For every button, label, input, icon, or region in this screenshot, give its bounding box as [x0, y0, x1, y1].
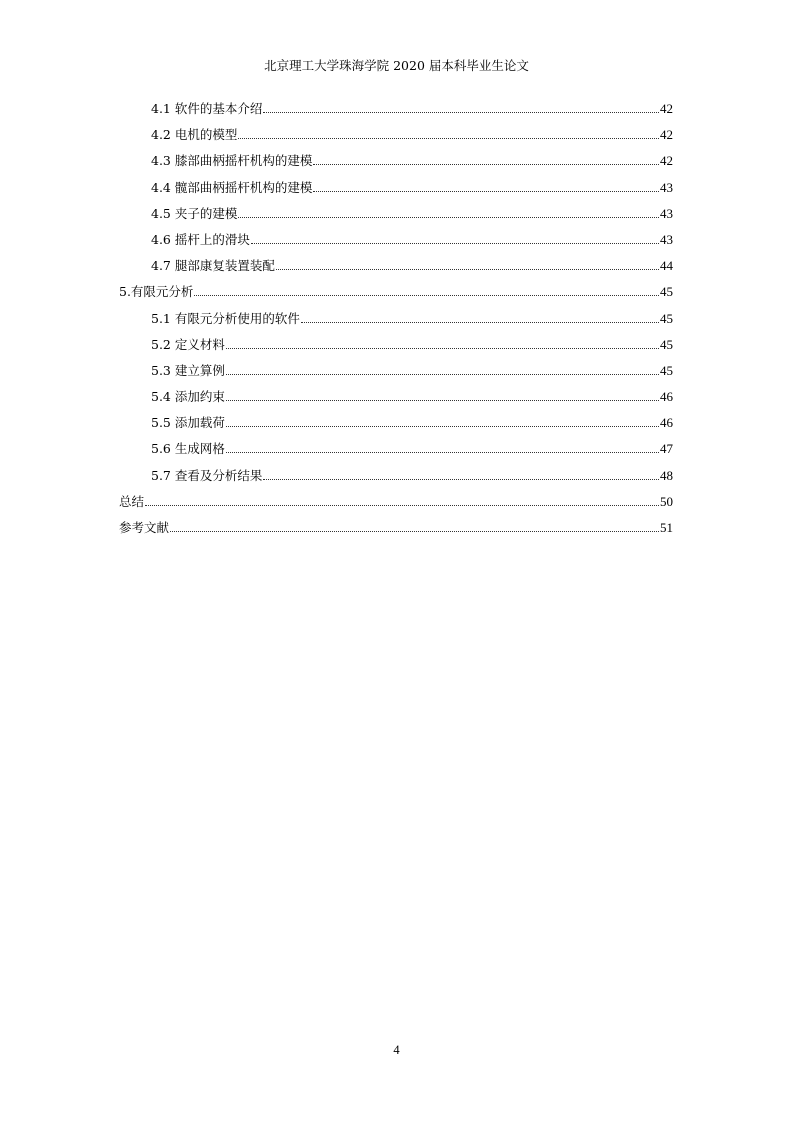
toc-dot-leader [263, 111, 659, 113]
toc-dot-leader [226, 451, 659, 453]
toc-entry-title: 4.7 腿部康复装置装配 [151, 258, 275, 274]
toc-entry-page: 42 [660, 127, 673, 143]
toc-entry-title: 4.5 夹子的建模 [151, 205, 238, 221]
toc-entry-page: 42 [660, 101, 673, 116]
toc-entry[interactable] [119, 283, 673, 309]
toc-dot-leader [226, 373, 659, 375]
toc-entry-title: 5.4 添加约束 [151, 389, 225, 405]
toc-dot-leader [263, 478, 659, 480]
toc-entry-title: 4.6 摇杆上的滑块 [151, 231, 250, 247]
page-number: 4 [393, 1043, 400, 1057]
toc-entry-page: 46 [660, 415, 673, 431]
toc-entry-page: 43 [660, 205, 673, 221]
toc-dot-leader [226, 399, 659, 401]
toc-entry[interactable] [119, 388, 673, 414]
toc-dot-leader [170, 530, 659, 532]
toc-entry-title: 4.4 髋部曲柄摇杆机构的建模 [151, 179, 313, 195]
toc-entry-page: 43 [660, 179, 673, 195]
toc-dot-leader [313, 163, 659, 165]
toc-dot-leader [251, 242, 659, 244]
running-header: 北京理工大学珠海学院 2020 届本科毕业生论文 [264, 58, 529, 73]
toc-entry[interactable] [119, 205, 673, 231]
toc-entry-page: 45 [660, 362, 673, 378]
toc-entry-page: 48 [660, 467, 673, 483]
toc-entry-page: 45 [660, 310, 673, 326]
toc-dot-leader [226, 347, 659, 349]
toc-dot-leader [194, 294, 659, 296]
toc-entry[interactable] [119, 231, 673, 257]
toc-entry-page: 46 [660, 389, 673, 405]
toc-entry-title: 5.6 生成网格 [151, 441, 225, 457]
toc-entry-page: 51 [660, 520, 673, 535]
toc-entry[interactable] [119, 414, 673, 440]
toc-entry-title: 4.1 软件的基本介绍 [151, 101, 263, 116]
toc-entry-page: 47 [660, 441, 673, 457]
toc-entry[interactable] [119, 493, 673, 519]
toc-entry-page: 45 [660, 336, 673, 352]
toc-entry-page: 50 [660, 493, 673, 509]
toc-entry-title: 4.3 膝部曲柄摇杆机构的建模 [151, 153, 313, 169]
toc-entry-page: 42 [660, 153, 673, 169]
toc-entry[interactable] [119, 126, 673, 152]
toc-dot-leader [145, 504, 659, 506]
toc-entry-title: 参考文献 [119, 520, 170, 535]
toc-dot-leader [276, 268, 659, 270]
toc-dot-leader [238, 216, 659, 218]
toc-entry[interactable] [119, 310, 673, 336]
toc-entry-title: 5.有限元分析 [119, 284, 194, 300]
toc-entry-title: 5.1 有限元分析使用的软件 [151, 310, 300, 326]
toc-entry[interactable] [119, 467, 673, 493]
toc-entry-page: 44 [660, 258, 673, 274]
toc-entry-title: 5.2 定义材料 [151, 336, 225, 352]
toc-entry-title: 5.7 查看及分析结果 [151, 467, 263, 483]
toc-entry[interactable] [119, 257, 673, 283]
toc-entry-title: 5.3 建立算例 [151, 362, 225, 378]
toc-entry-page: 45 [660, 284, 673, 300]
toc-dot-leader [301, 321, 659, 323]
toc-entry-title: 5.5 添加载荷 [151, 415, 225, 431]
table-of-contents [119, 100, 673, 545]
toc-entry[interactable] [119, 440, 673, 466]
toc-entry[interactable] [119, 179, 673, 205]
toc-dot-leader [226, 425, 659, 427]
toc-entry-page: 43 [660, 231, 673, 247]
toc-dot-leader [238, 137, 659, 139]
toc-dot-leader [313, 190, 659, 192]
toc-entry[interactable] [119, 152, 673, 178]
toc-entry-title: 总结 [119, 493, 145, 509]
toc-entry[interactable] [119, 100, 673, 126]
toc-entry-title: 4.2 电机的模型 [151, 127, 238, 143]
toc-entry[interactable] [119, 519, 673, 545]
toc-entry[interactable] [119, 362, 673, 388]
toc-entry[interactable] [119, 336, 673, 362]
